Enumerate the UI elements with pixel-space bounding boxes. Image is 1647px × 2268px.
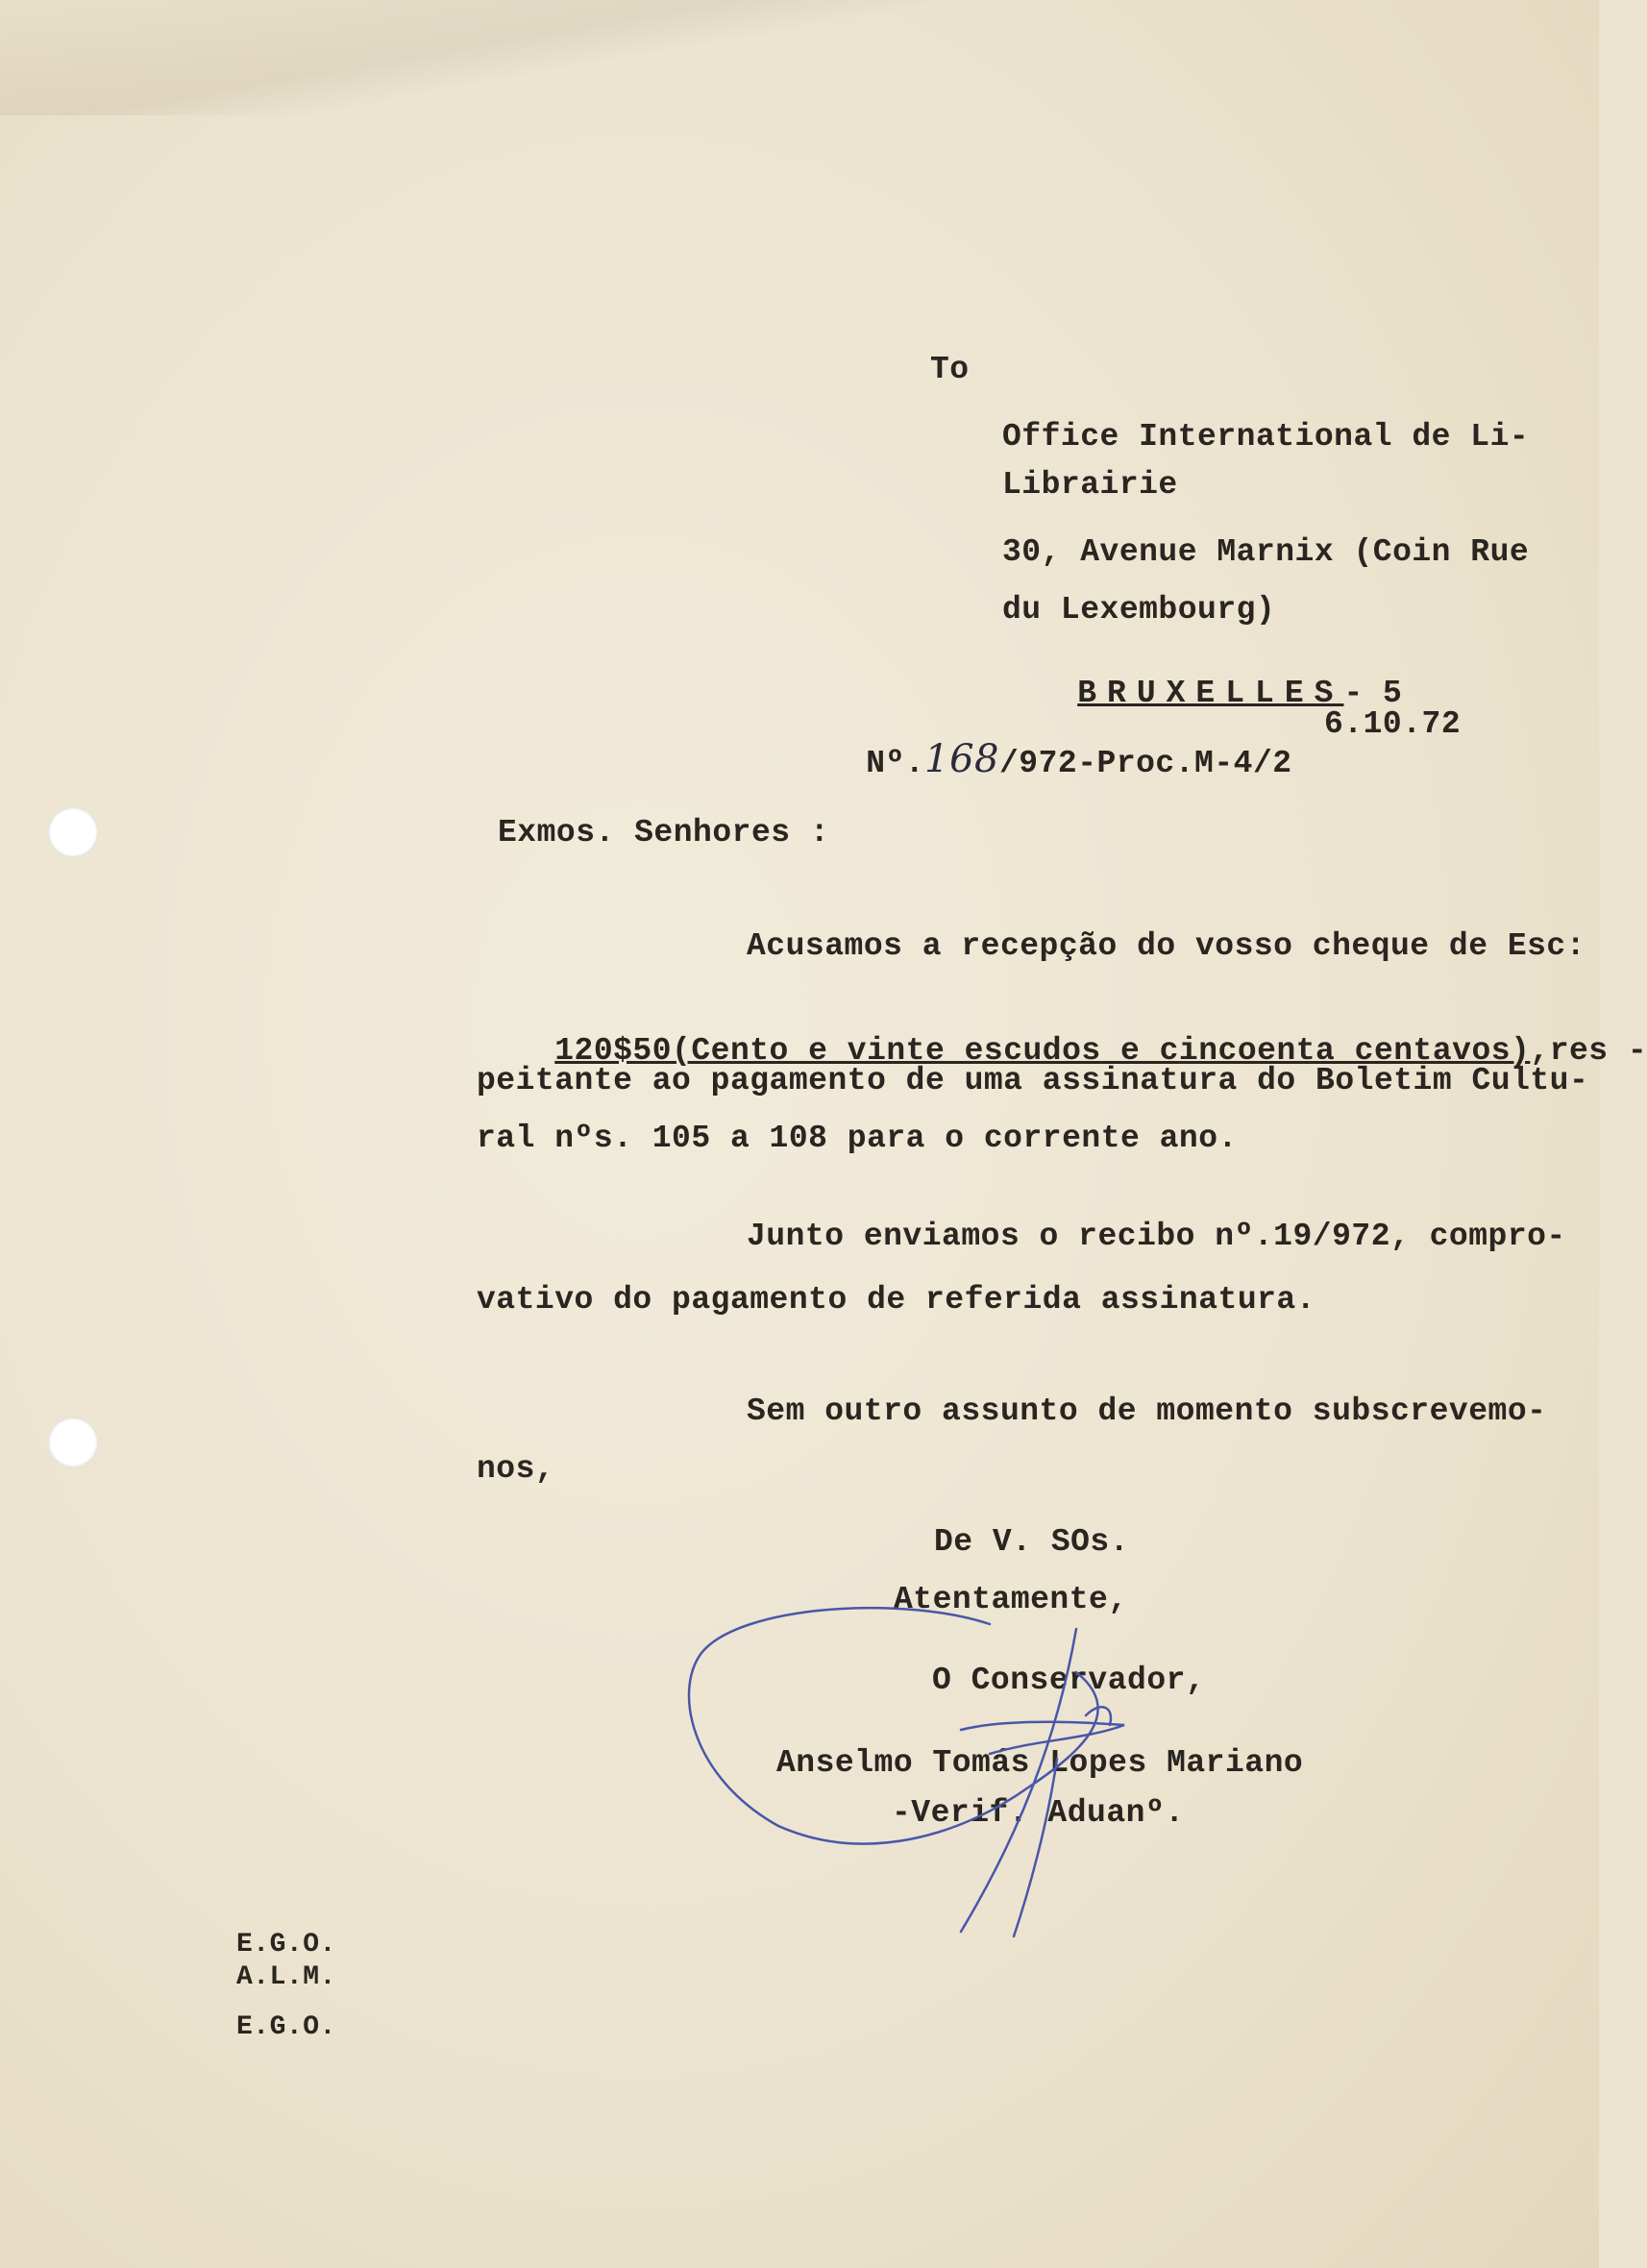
reference-date: 6.10.72 — [1324, 706, 1462, 742]
reference-line — [788, 702, 1292, 817]
closing-line-2: Atentamente, — [894, 1582, 1128, 1617]
body-p1-line-3: peitante ao pagamento de uma assinatura do Boletim Cultu- — [477, 1063, 1589, 1098]
body-p3-line-2: nos, — [477, 1451, 555, 1487]
signature-stroke-3 — [961, 1722, 1124, 1754]
initials-line-3: E.G.O. — [236, 2012, 336, 2042]
initials-line-2: A.L.M. — [236, 1962, 336, 1992]
body-p2-line-2: vativo do pagamento de referida assinatura. — [477, 1282, 1316, 1318]
signature-stroke-2 — [1014, 1759, 1057, 1936]
closing-line-3: O Conservador, — [932, 1663, 1206, 1698]
initials-line-1: E.G.O. — [236, 1930, 336, 1960]
recipient-line-1: Office International de Li- — [1002, 419, 1530, 455]
body-p1-line-1: Acusamos a recepção do vosso cheque de Esc: — [747, 928, 1586, 964]
recipient-city: BRUXELLES — [1077, 676, 1344, 711]
reference-prefix: Nº. — [866, 746, 925, 781]
signature-stroke-1 — [961, 1629, 1076, 1932]
paper-crease — [0, 0, 961, 115]
to-label: To — [930, 352, 970, 387]
closing-line-1: De V. SOs. — [934, 1524, 1130, 1560]
salutation: Exmos. Senhores : — [498, 815, 830, 850]
recipient-postcode: - 5 — [1343, 676, 1403, 711]
recipient-line-4: du Lexembourg) — [1002, 592, 1276, 628]
recipient-line-2: Librairie — [1002, 467, 1178, 503]
body-p1-line-2-rest: ,res - — [1530, 1033, 1647, 1069]
body-p2-line-1: Junto enviamos o recibo nº.19/972, compro- — [747, 1219, 1566, 1254]
punch-hole-top — [48, 807, 98, 857]
punch-hole-bottom — [48, 1418, 98, 1467]
body-p3-line-1: Sem outro assunto de momento subscrevemo- — [747, 1393, 1547, 1429]
signature-loop — [689, 1608, 1098, 1843]
body-p1-line-4: ral nºs. 105 a 108 para o corrente ano. — [477, 1121, 1238, 1156]
signatory-title: -Verif. Aduanº. — [892, 1795, 1185, 1831]
reference-suffix: /972-Proc.M-4/2 — [999, 746, 1292, 781]
signatory-name: Anselmo Tomás Lopes Mariano — [776, 1745, 1304, 1781]
body-p1-amount: 120$50(Cento e vinte escudos e cincoenta centavos) — [554, 1033, 1531, 1069]
recipient-line-3: 30, Avenue Marnix (Coin Rue — [1002, 534, 1530, 570]
handwritten-signature — [673, 1586, 1249, 1941]
reference-handwritten-number: 168 — [924, 737, 999, 781]
